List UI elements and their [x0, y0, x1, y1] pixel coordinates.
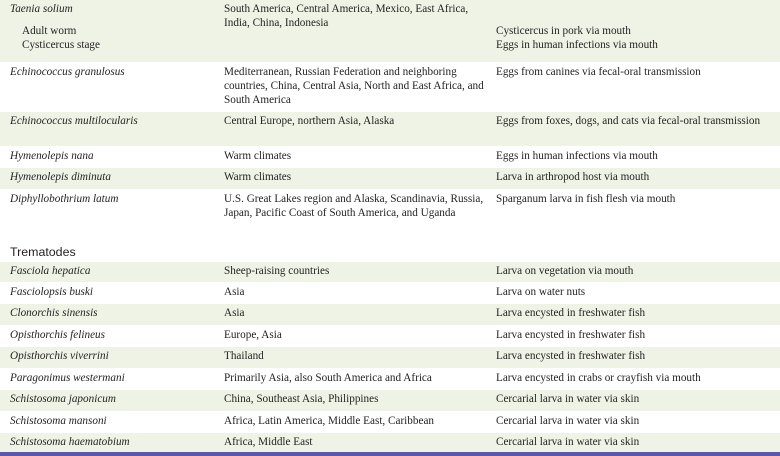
organism-name: Fasciolopsis buski [10, 286, 93, 298]
organism-name: Echinococcus granulosus [10, 66, 125, 78]
distribution-cell: Warm climates [224, 150, 292, 162]
cestode-rows [0, 63, 780, 240]
table-row [0, 390, 780, 412]
organism-name: Diphyllobothrium latum [10, 193, 119, 205]
transmission-cell [492, 0, 780, 62]
distribution-cell: Sheep-raising countries [224, 265, 330, 277]
organism-name: Hymenolepis nana [10, 150, 94, 162]
distribution-cell: Europe, Asia [224, 329, 282, 341]
table-row [0, 147, 780, 168]
organism-name: Clonorchis sinensis [10, 307, 98, 319]
organism-name: Opisthorchis felineus [10, 329, 105, 341]
organism-name: Schistosoma japonicum [10, 393, 116, 405]
transmission-cell: Larva on vegetation via mouth [496, 265, 634, 277]
organism-name: Fasciola hepatica [10, 265, 91, 277]
table-row [0, 369, 780, 390]
organism-name: Paragonimus westermani [10, 372, 125, 384]
table-row [0, 262, 780, 283]
table-row [0, 347, 780, 369]
distribution-cell: Thailand [224, 350, 264, 362]
table-row [0, 283, 780, 304]
transmission-cell: Eggs from canines via fecal-oral transmission [496, 66, 701, 78]
distribution-cell: Africa, Latin America, Middle East, Caribbean [224, 415, 434, 427]
organism-cell [0, 0, 220, 62]
table-row [0, 326, 780, 347]
distribution-cell: Primarily Asia, also South America and Africa [224, 372, 432, 384]
distribution-cell: Africa, Middle East [224, 436, 313, 448]
organism-name: Schistosoma mansoni [10, 415, 107, 427]
table-row [0, 168, 780, 190]
distribution-cell: Warm climates [224, 171, 292, 183]
distribution-cell: Central Europe, northern Asia, Alaska [224, 115, 395, 127]
transmission-text: Eggs in human infections via mouth [496, 38, 658, 51]
transmission-cell: Cercarial larva in water via skin [496, 415, 640, 427]
table-row [0, 190, 780, 240]
table-row [0, 412, 780, 433]
section-heading-trematodes: Trematodes [0, 240, 780, 262]
distribution-cell: Mediterranean, Russian Federation and neighboring countries, China, Central Asia, North and East Africa, and South America [224, 66, 484, 106]
organism-name: Taenia solium [10, 3, 73, 15]
transmission-cell: Larva in arthropod host via mouth [496, 171, 650, 183]
distribution-cell: China, Southeast Asia, Philippines [224, 393, 379, 405]
transmission-text: Cysticercus in pork via mouth [496, 25, 631, 37]
table-row [0, 0, 780, 63]
transmission-cell: Larva on water nuts [496, 286, 586, 298]
organism-name: Hymenolepis diminuta [10, 171, 111, 183]
transmission-cell: Eggs from foxes, dogs, and cats via fecal-oral transmission [496, 115, 761, 127]
distribution-cell: Asia [224, 286, 245, 298]
distribution-cell: South America, Central America, Mexico, East Africa, India, China, Indonesia [224, 3, 469, 29]
stage-label: Cysticercus stage [22, 38, 100, 51]
transmission-cell: Eggs in human infections via mouth [496, 150, 658, 162]
trematode-rows [0, 262, 780, 454]
table-row [0, 112, 780, 147]
transmission-cell: Cercarial larva in water via skin [496, 393, 640, 405]
transmission-cell: Cercarial larva in water via skin [496, 436, 640, 448]
organism-name: Schistosoma haematobium [10, 436, 130, 448]
transmission-cell: Larva encysted in freshwater fish [496, 350, 646, 362]
distribution-cell: U.S. Great Lakes region and Alaska, Scandinavia, Russia, Japan, Pacific Coast of South America, and Uganda [224, 193, 484, 219]
table-row [0, 63, 780, 112]
transmission-cell: Larva encysted in freshwater fish [496, 307, 646, 319]
distribution-cell: Asia [224, 307, 245, 319]
table-row [0, 433, 780, 454]
transmission-cell: Sparganum larva in fish flesh via mouth [496, 193, 676, 205]
table-row [0, 304, 780, 326]
transmission-cell: Larva encysted in freshwater fish [496, 329, 646, 341]
transmission-cell: Larva encysted in crabs or crayfish via mouth [496, 372, 701, 384]
organism-name: Opisthorchis viverrini [10, 350, 109, 362]
bottom-rule [0, 452, 780, 456]
stage-label: Adult worm [22, 24, 77, 37]
organism-name: Echinococcus multilocularis [10, 115, 138, 127]
